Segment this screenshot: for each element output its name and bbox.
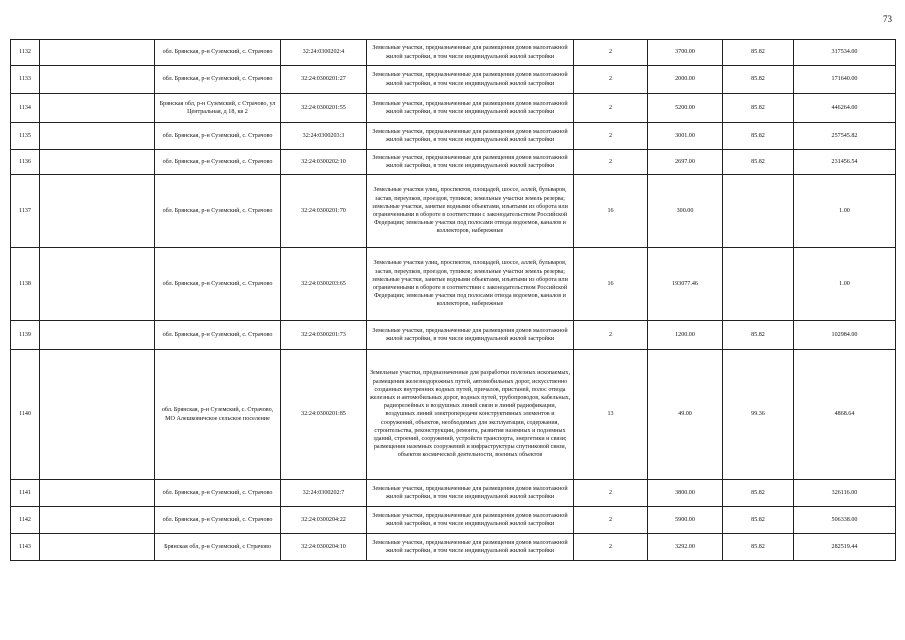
location-cell: обл. Брянская, р-н Суземский, с. Страчово (155, 150, 281, 175)
permitted-use-cell: Земельные участки, предназначенные для размещения домов малоэтажной жилой застройки, в том числе индивидуальной жилой застройки (367, 66, 574, 94)
address-cell (40, 94, 155, 123)
row-number: 1143 (11, 534, 40, 561)
specific-value-cell: 85.82 (723, 40, 794, 66)
specific-value-cell: 99.36 (723, 350, 794, 480)
table-row (11, 507, 896, 534)
location-cell: обл. Брянская, р-н Суземский, с. Страчово (155, 175, 281, 248)
cadastral-number-cell: 32:24:0300201:73 (281, 321, 367, 350)
address-cell (40, 321, 155, 350)
area-cell: 5900.00 (648, 507, 723, 534)
permitted-use-cell: Земельные участки, предназначенные для размещения домов малоэтажной жилой застройки, в том числе индивидуальной жилой застройки (367, 534, 574, 561)
location-cell: обл. Брянская, р-н Суземский, с. Страчово (155, 66, 281, 94)
area-cell: 2697.00 (648, 150, 723, 175)
specific-value-cell: 85.82 (723, 534, 794, 561)
location-cell: Брянская обл, р-н Суземский, с Страчово, ул Центральная, д 18, кв 2 (155, 94, 281, 123)
row-number: 1135 (11, 123, 40, 150)
address-cell (40, 123, 155, 150)
use-group-cell: 2 (574, 123, 648, 150)
location-cell: обл. Брянская, р-н Суземский, с. Страчово (155, 248, 281, 321)
cadastral-value-cell: 1.00 (794, 175, 896, 248)
address-cell (40, 40, 155, 66)
address-cell (40, 175, 155, 248)
cadastral-value-cell: 102984.00 (794, 321, 896, 350)
specific-value-cell (723, 175, 794, 248)
cadastral-number-cell: 32:24:0300201:27 (281, 66, 367, 94)
area-cell: 1200.00 (648, 321, 723, 350)
area-cell: 3001.00 (648, 123, 723, 150)
page-number: 73 (883, 14, 892, 24)
cadastral-value-cell: 326116.00 (794, 480, 896, 507)
cadastral-value-cell: 446264.00 (794, 94, 896, 123)
row-number: 1137 (11, 175, 40, 248)
address-cell (40, 480, 155, 507)
row-number: 1134 (11, 94, 40, 123)
permitted-use-cell: Земельные участки улиц, проспектов, площадей, шоссе, аллей, бульваров, застав, переулков, проездов, тупиков; земельные участки земель резерва; земельные участки, занятые водными объектами, изъятыми из оборота или ограниченными в обороте в соответствии с законодательством Российской Федерации; земельные участки под полосами отвода водоемов, каналов и коллекторов, набережные (367, 248, 574, 321)
row-number: 1139 (11, 321, 40, 350)
row-number: 1142 (11, 507, 40, 534)
table-row (11, 480, 896, 507)
specific-value-cell: 85.82 (723, 480, 794, 507)
table-row (11, 248, 896, 321)
address-cell (40, 350, 155, 480)
table-row (11, 40, 896, 66)
specific-value-cell (723, 248, 794, 321)
permitted-use-cell: Земельные участки, предназначенные для размещения домов малоэтажной жилой застройки, в том числе индивидуальной жилой застройки (367, 507, 574, 534)
location-cell: обл. Брянская, р-н Суземский, с. Страчово, МО Алешковичское сельское поселение (155, 350, 281, 480)
table-row (11, 150, 896, 175)
cadastral-number-cell: 32:24:0300203:65 (281, 248, 367, 321)
use-group-cell: 2 (574, 507, 648, 534)
table-row (11, 175, 896, 248)
location-cell: обл. Брянская, р-н Суземский, с. Страчово (155, 507, 281, 534)
table-row (11, 66, 896, 94)
specific-value-cell: 85.82 (723, 150, 794, 175)
location-cell: обл. Брянская, р-н Суземский, с. Страчово (155, 40, 281, 66)
cadastral-number-cell: 32:24:0300201:55 (281, 94, 367, 123)
table-row (11, 94, 896, 123)
permitted-use-cell: Земельные участки, предназначенные для размещения домов малоэтажной жилой застройки, в том числе индивидуальной жилой застройки (367, 123, 574, 150)
row-number: 1140 (11, 350, 40, 480)
use-group-cell: 2 (574, 150, 648, 175)
address-cell (40, 534, 155, 561)
use-group-cell: 2 (574, 94, 648, 123)
cadastral-value-cell: 317534.00 (794, 40, 896, 66)
address-cell (40, 507, 155, 534)
cadastral-value-cell: 1.00 (794, 248, 896, 321)
use-group-cell: 2 (574, 66, 648, 94)
use-group-cell: 13 (574, 350, 648, 480)
address-cell (40, 150, 155, 175)
area-cell: 2000.00 (648, 66, 723, 94)
cadastral-number-cell: 32:24:0300202:4 (281, 40, 367, 66)
use-group-cell: 2 (574, 480, 648, 507)
cadastral-value-cell: 506338.00 (794, 507, 896, 534)
use-group-cell: 16 (574, 248, 648, 321)
cadastral-value-cell: 231456.54 (794, 150, 896, 175)
area-cell: 300.00 (648, 175, 723, 248)
location-cell: обл. Брянская, р-н Суземский, с. Страчово (155, 123, 281, 150)
permitted-use-cell: Земельные участки, предназначенные для размещения домов малоэтажной жилой застройки, в том числе индивидуальной жилой застройки (367, 480, 574, 507)
permitted-use-cell: Земельные участки, предназначенные для разработки полезных ископаемых, размещения железнодорожных путей, автомобильных дорог, искусственно созданных внутренних водных путей, причалов, пристаней, полос отвода железных и автомобильных дорог, водных путей, трубопроводов, кабельных, радиорелейных и воздушных линий связи и линий радиофикации, воздушных линий электропередачи конструктивных элементов и сооружений, объектов, необходимых для эксплуатации, содержания, строительства, реконструкции, ремонта, развития наземных и подземных зданий, строений, сооружений, устройств транспорта, энергетики и связи; размещения наземных сооружений и инфраструктуры спутниковой связи, объектов космической деятельности, военных объектов (367, 350, 574, 480)
cadastral-number-cell: 32:24:0300201:85 (281, 350, 367, 480)
location-cell: Брянская обл, р-н Суземский, с Страчово (155, 534, 281, 561)
use-group-cell: 16 (574, 175, 648, 248)
cadastral-value-cell: 282519.44 (794, 534, 896, 561)
specific-value-cell: 85.82 (723, 94, 794, 123)
area-cell: 3700.00 (648, 40, 723, 66)
area-cell: 5200.00 (648, 94, 723, 123)
area-cell: 193077.46 (648, 248, 723, 321)
specific-value-cell: 85.82 (723, 66, 794, 94)
permitted-use-cell: Земельные участки улиц, проспектов, площадей, шоссе, аллей, бульваров, застав, переулков, проездов, тупиков; земельные участки земель резерва; земельные участки, занятые водными объектами, изъятыми из оборота или ограниченными в обороте в соответствии с законодательством Российской Федерации; земельные участки под полосами отвода водоемов, каналов и коллекторов, набережные (367, 175, 574, 248)
row-number: 1141 (11, 480, 40, 507)
cadastral-number-cell: 32:24:0300202:10 (281, 150, 367, 175)
table-row (11, 534, 896, 561)
row-number: 1136 (11, 150, 40, 175)
use-group-cell: 2 (574, 534, 648, 561)
location-cell: обл. Брянская, р-н Суземский, с. Страчово (155, 321, 281, 350)
specific-value-cell: 85.82 (723, 123, 794, 150)
permitted-use-cell: Земельные участки, предназначенные для размещения домов малоэтажной жилой застройки, в том числе индивидуальной жилой застройки (367, 40, 574, 66)
row-number: 1133 (11, 66, 40, 94)
table-row (11, 123, 896, 150)
cadastral-value-cell: 257545.82 (794, 123, 896, 150)
address-cell (40, 248, 155, 321)
use-group-cell: 2 (574, 40, 648, 66)
location-cell: обл. Брянская, р-н Суземский, с. Страчово (155, 480, 281, 507)
cadastral-value-cell: 171640.00 (794, 66, 896, 94)
table-row (11, 350, 896, 480)
cadastral-number-cell: 32:24:0300202:7 (281, 480, 367, 507)
cadastral-value-table (10, 39, 896, 561)
cadastral-number-cell: 32:24:0300204:10 (281, 534, 367, 561)
table-row (11, 321, 896, 350)
specific-value-cell: 85.82 (723, 507, 794, 534)
permitted-use-cell: Земельные участки, предназначенные для размещения домов малоэтажной жилой застройки, в том числе индивидуальной жилой застройки (367, 150, 574, 175)
cadastral-number-cell: 32:24:0300204:22 (281, 507, 367, 534)
row-number: 1132 (11, 40, 40, 66)
address-cell (40, 66, 155, 94)
permitted-use-cell: Земельные участки, предназначенные для размещения домов малоэтажной жилой застройки, в том числе индивидуальной жилой застройки (367, 94, 574, 123)
cadastral-number-cell: 32:24:0300203:3 (281, 123, 367, 150)
cadastral-number-cell: 32:24:0300201:70 (281, 175, 367, 248)
permitted-use-cell: Земельные участки, предназначенные для размещения домов малоэтажной жилой застройки, в том числе индивидуальной жилой застройки (367, 321, 574, 350)
area-cell: 49.00 (648, 350, 723, 480)
area-cell: 3292.00 (648, 534, 723, 561)
area-cell: 3800.00 (648, 480, 723, 507)
row-number: 1138 (11, 248, 40, 321)
cadastral-value-cell: 4868.64 (794, 350, 896, 480)
use-group-cell: 2 (574, 321, 648, 350)
specific-value-cell: 85.82 (723, 321, 794, 350)
